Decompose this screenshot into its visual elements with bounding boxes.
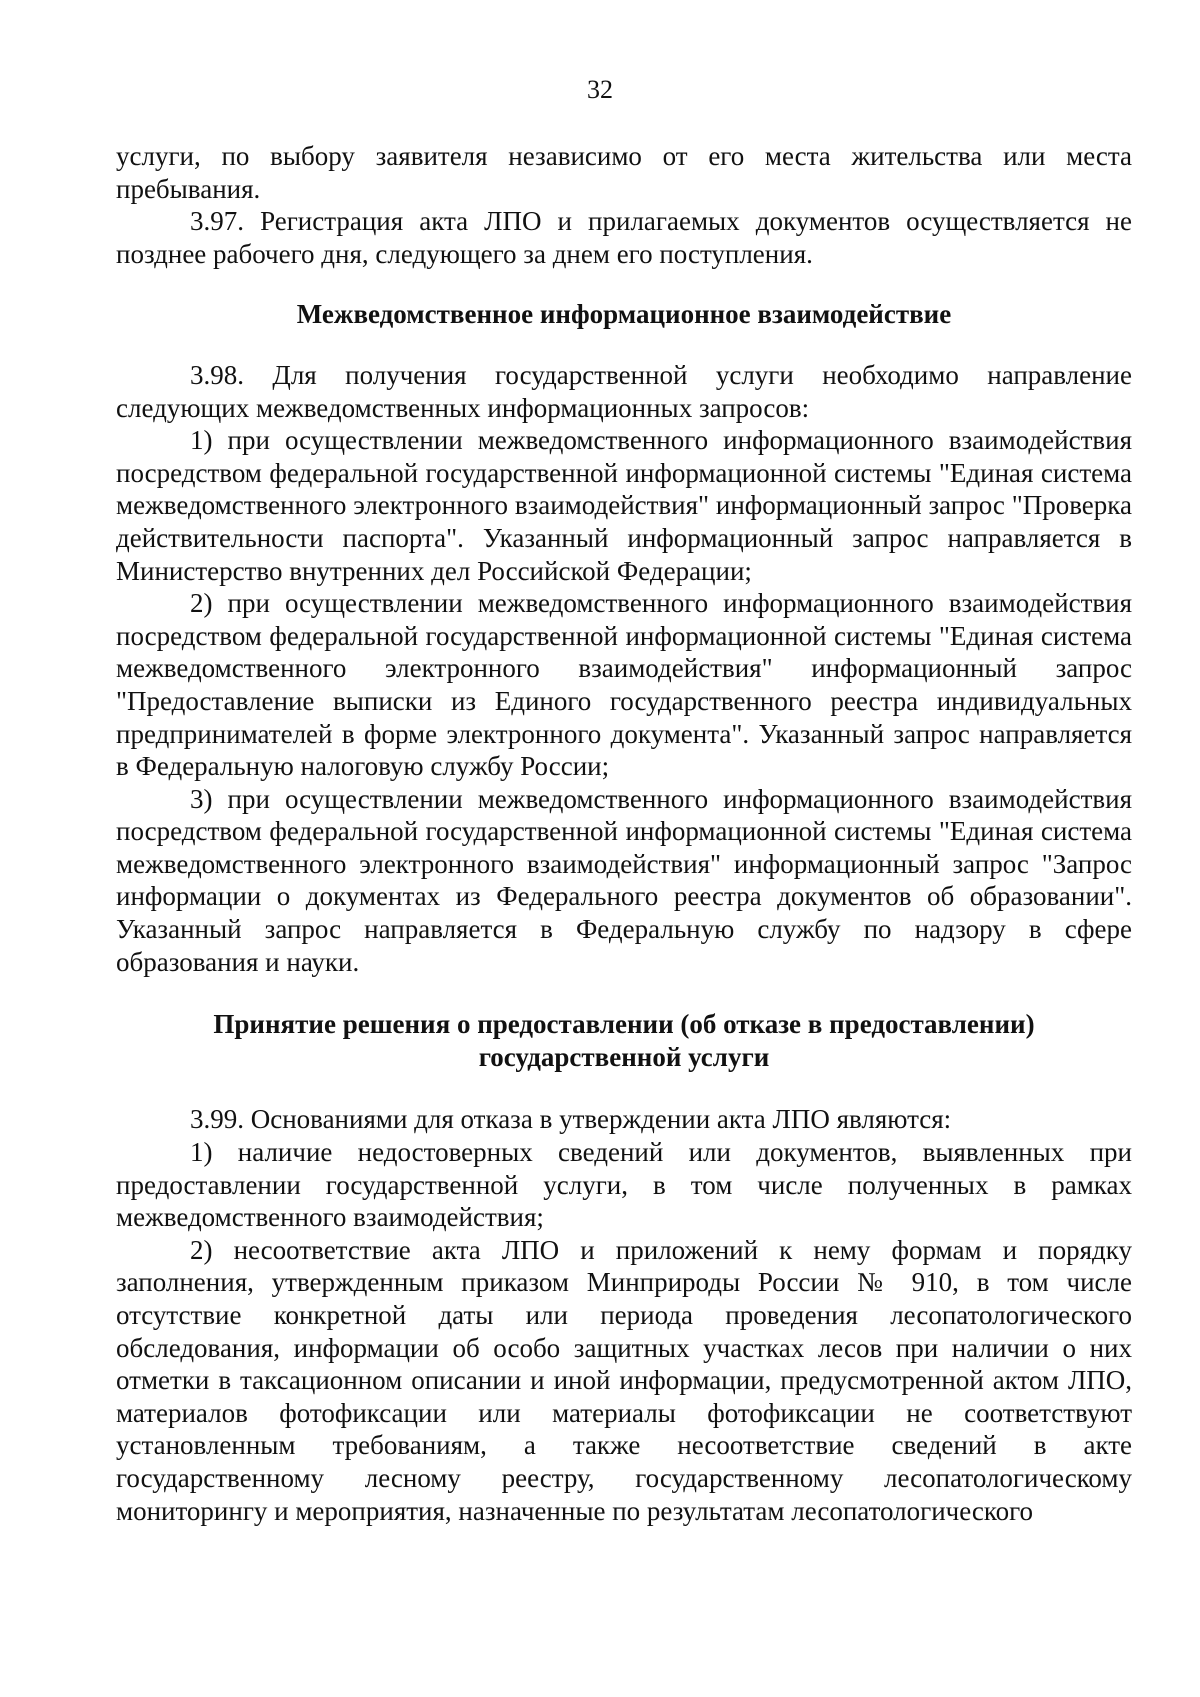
list-item-3: 3) при осуществлении межведомственного информационного взаимодействия посредством федеральной государственной информационной системы "Единая система межведомственного электронного взаимодействия" информационный запрос "Запрос информации о документах из Федерального реестра документов об образовании". Указанный запрос направляется в Федеральную службу по надзору в сфере образования и науки. — [116, 783, 1132, 977]
page-content — [116, 140, 1132, 1527]
paragraph-3-97: 3.97. Регистрация акта ЛПО и прилагаемых документов осуществляется не позднее рабочего дня, следующего за днем его поступления. — [116, 206, 1132, 269]
page-number: 32 — [587, 75, 613, 104]
paragraph-3-99: 3.99. Основаниями для отказа в утверждении акта ЛПО являются: — [190, 1104, 952, 1135]
list-item-2: 2) при осуществлении межведомственного информационного взаимодействия посредством федеральной государственной информационной системы "Единая система межведомственного электронного взаимодействия" информационный запрос "Предоставление выписки из Единого государственного реестра индивидуальных предпринимателей в форме электронного документа". Указанный запрос направляется в Федеральную налоговую службу России; — [116, 588, 1132, 782]
paragraph-continuation: услуги, по выбору заявителя независимо от его места жительства или места пребывания. — [116, 141, 1132, 204]
paragraph-3-98: 3.98. Для получения государственной услуги необходимо направление следующих межведомственных информационных запросов: — [116, 359, 1132, 423]
refusal-ground-2: 2) несоответствие акта ЛПО и приложений к нему формам и порядку заполнения, утвержденным приказом Минприроды России № 910, в том числе отсутствие конкретной даты или периода проведения лесопатологического обследования, информации об особо защитных участках лесов при наличии о них отметки в таксационном описании и иной информации, предусмотренной актом ЛПО, материалов фотофиксации или материалы фотофиксации не соответствуют установленным требованиям, а также несоответствие сведений в акте государственному лесному реестру, государственному лесопатологическому мониторингу и мероприятия, назначенные по результатам лесопатологического — [116, 1234, 1132, 1526]
list-item-1: 1) при осуществлении межведомственного информационного взаимодействия посредством федеральной государственной информационной системы "Единая система межведомственного электронного взаимодействия" информационный запрос "Проверка действительности паспорта". Указанный информационный запрос направляется в Министерство внутренних дел Российской Федерации; — [116, 425, 1132, 586]
section-heading-decision-line-1: Принятие решения о предоставлении (об отказе в предоставлении) — [213, 1009, 1035, 1040]
section-heading-decision-line-2: государственной услуги — [478, 1041, 770, 1072]
section-heading-interagency: Межведомственное информационное взаимодействие — [296, 299, 952, 330]
refusal-ground-1: 1) наличие недостоверных сведений или документов, выявленных при предоставлении государственной услуги, в том числе полученных в рамках межведомственного взаимодействия; — [116, 1137, 1132, 1233]
